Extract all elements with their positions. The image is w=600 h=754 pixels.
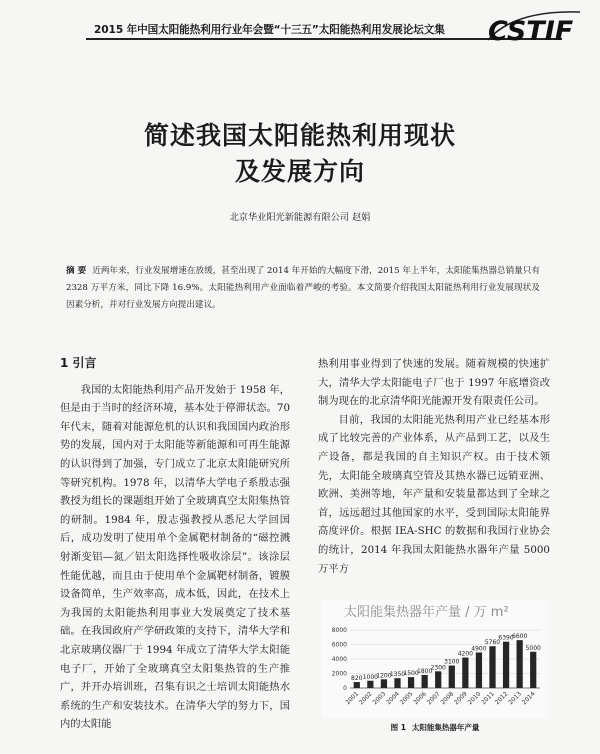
y-tick-label: 4000	[331, 656, 347, 663]
bar-value-label: 1350	[389, 671, 406, 679]
bar-value-label: 5000	[525, 644, 541, 652]
x-tick-label: 2004	[385, 690, 401, 707]
cstif-logo	[484, 6, 584, 46]
x-tick-label: 2005	[398, 690, 415, 707]
bar	[476, 652, 482, 688]
intro-paragraph-1: 我国的太阳能热利用产品开发始于 1958 年，但是由于当时的经济环境，基本处于停滞状态。70 年代末，随着对能源危机的认识和我国国内政治形势的发展，国内对于太阳能等新能源和可再生能源的认识得到了加强，专门成立了北京太阳能研究所等研究机构。1978 年，以清华大学电子系殷志强教授为组长的课题组开始了全玻璃真空太阳集热管的研制。1984 年，殷志强教授从悉尼大学回国后，成功发明了使用单个金属靶材制备的“磁控溅射渐变铝—氮／铝太阳选择性吸收涂层”。该涂层性能优越，而且由于使用单个金属靶材制备，镀膜设备简单，生产效率高，成本低，因此，在技术上为我国的太阳能热利用事业大发展奠定了技术基础。在我国政府产学研政策的支持下，清华大学和北京玻璃仪器厂于 1994 年成立了清华大学太阳能电子厂，开始了全玻璃真空太阳集热管的生产推广，并开办培训班，召集有识之士培训太阳能热水系统的生产和安装技术。在清华大学的努力下，国内的太阳能	[60, 383, 290, 731]
bar	[381, 679, 387, 688]
article-title-line-2: 及发展方向	[234, 157, 365, 186]
abstract	[66, 263, 540, 314]
bar-value-label: 2300	[430, 664, 446, 672]
x-tick-label: 2003	[371, 690, 388, 707]
logo-text: CSTIF	[488, 16, 574, 46]
bar	[530, 652, 536, 688]
bar	[435, 671, 441, 688]
bar	[503, 642, 509, 688]
intro-paragraph-2: 目前，我国的太阳能光热利用产业已经基本形成了比较完善的产业体系，从产品到工艺，以及生产设备，都是我国的自主知识产权。由于技术领先，太阳能全玻璃真空管及其热水器已远销亚洲、欧洲、美洲等地，年产量和安装量都达到了全球之首，远远超过其他国家的水平，受到国际太阳能界高度评价。根据 IEA-SHC 的数据和我国行业协会的统计，2014 年我国太阳能热水器年产量 5000 万平方	[318, 413, 550, 575]
x-tick-label: 2002	[358, 690, 374, 707]
bar-value-label: 5760	[484, 639, 501, 647]
figure-caption-text: 太阳能集热器年产量	[411, 723, 480, 732]
bar	[354, 682, 360, 688]
bar	[449, 666, 455, 688]
abstract-label: 摘 要	[66, 266, 87, 276]
x-tick-label: 2009	[453, 690, 469, 707]
chart-title: 太阳能集热器年产量 / 万 m²	[344, 605, 509, 620]
bar-value-label: 4900	[471, 645, 487, 653]
production-chart	[322, 600, 548, 718]
x-tick-label: 2008	[439, 690, 456, 707]
y-tick-label: 8000	[331, 627, 347, 634]
section-heading-intro: 1 引言	[60, 356, 97, 370]
bar-value-label: 1200	[376, 672, 392, 680]
bar-value-label: 1000	[362, 673, 378, 681]
x-tick-label: 2007	[425, 690, 442, 707]
article-title-line-1: 简述我国太阳能热利用现状	[143, 121, 456, 150]
y-tick-label: 2000	[331, 670, 347, 678]
figure-caption	[322, 722, 548, 733]
bar-value-label: 1800	[417, 667, 433, 675]
x-tick-label: 2010	[466, 690, 483, 707]
x-tick-label: 2001	[344, 690, 361, 707]
x-tick-label: 2014	[520, 690, 537, 707]
bar-value-label: 3100	[444, 658, 460, 666]
bar	[394, 678, 400, 688]
bar	[408, 677, 414, 688]
right-column	[318, 355, 550, 578]
left-column	[60, 344, 290, 734]
abstract-text: 近两年来，行业发展增速在放缓，甚至出现了 2014 年开始的大幅度下滑，2015 年上半年，太阳能集热器总销量只有 2328 万平方米，同比下降 16.9%。太阳能热利用产业面临着严峻的考验。本文简要介绍我国太阳能热利用行业发展现状及因素分析，并对行业发展方向提出建议。	[66, 266, 540, 310]
bar-value-label: 6600	[512, 633, 528, 641]
x-tick-label: 2011	[480, 690, 496, 707]
bar	[367, 681, 373, 688]
bar	[517, 640, 523, 688]
running-header	[0, 0, 600, 52]
intro-paragraph-1-continued: 热利用事业得到了快速的发展。随着规模的快速扩大，清华大学太阳能电子厂也于 1997 年底增资改制为现在的北京清华阳光能源开发有限责任公司。	[318, 358, 550, 408]
bar	[422, 675, 428, 688]
figure-caption-number: 图 1	[390, 723, 406, 732]
bar-value-label: 1500	[403, 670, 419, 678]
y-tick-label: 6000	[331, 641, 347, 649]
chart-svg	[322, 600, 548, 718]
bar	[489, 646, 495, 688]
x-tick-label: 2006	[412, 690, 429, 707]
bar-value-label: 6390	[498, 634, 514, 642]
y-tick-label: 0	[343, 685, 347, 692]
x-tick-label: 2013	[507, 690, 524, 707]
bar	[462, 658, 468, 688]
header-text: 2015 年中国太阳能热利用行业年会暨“十三五”太阳能热利用发展论坛文集	[94, 24, 445, 36]
bar-value-label: 820	[351, 675, 363, 683]
x-tick-label: 2012	[493, 690, 510, 707]
author-affiliation: 北京华业阳光新能源有限公司 赵娟	[229, 212, 371, 223]
bar-value-label: 4200	[457, 650, 473, 658]
